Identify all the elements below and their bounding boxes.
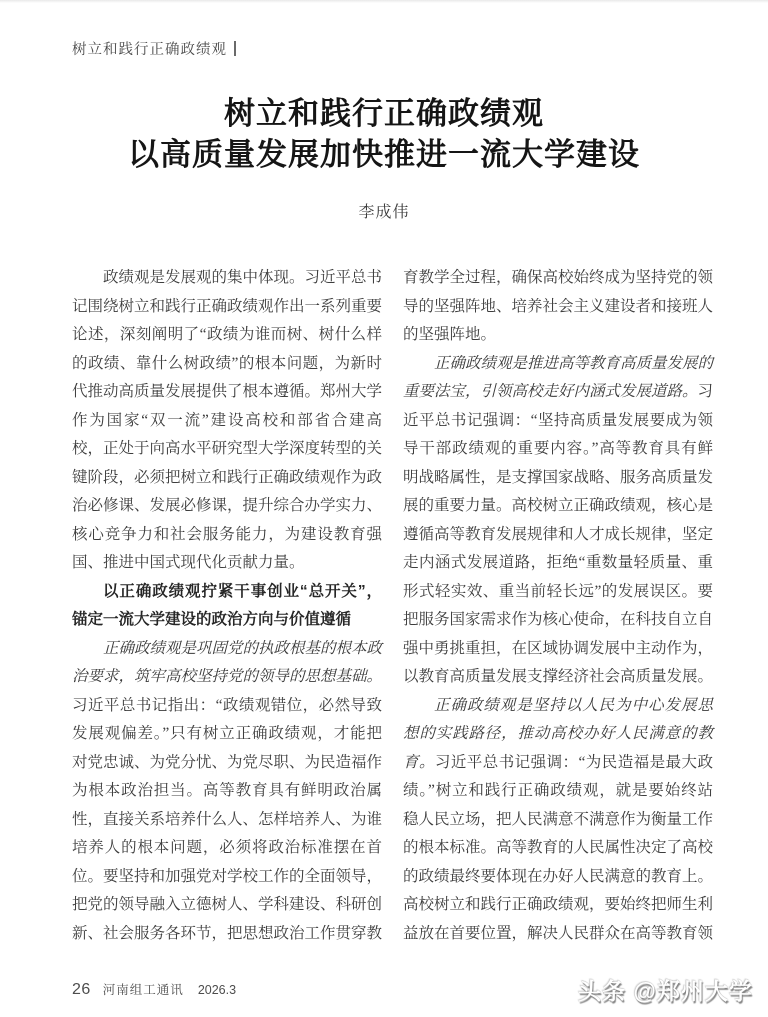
article-column-right [403, 264, 713, 948]
text-line: 位。要坚持和加强党对学校工作的全面领导， [72, 867, 383, 885]
text-line: 锚定一流大学建设的政治方向与价值遵循 [72, 611, 352, 628]
page-footer [72, 980, 236, 999]
text-line: 育教学全过程，确保高校始终成为坚持党的领 [403, 269, 714, 286]
text-line: 国、推进中国式现代化贡献力量。 [72, 554, 305, 571]
section-header [72, 38, 236, 59]
text-line: 想的实践路径，推动高校办好人民满意的教 [403, 725, 713, 742]
article-title-line1: 树立和践行正确政绩观 [224, 96, 544, 131]
text-line [403, 378, 713, 407]
journal-issue: 2026.3 [197, 983, 237, 997]
text-line: 绩。”树立和践行正确政绩观，就是要始终站 [403, 782, 713, 799]
text-line: 益放在首要位置，解决人民群众在高等教育领 [403, 924, 714, 942]
text-line: 的政绩最终要体现在办好人民满意的教育上。 [403, 867, 714, 885]
text-line: 发展观偏差。”只有树立正确政绩观，才能把 [72, 725, 382, 742]
article-author: 李成伟 [358, 204, 410, 221]
text-line: 强中勇挑重担，在区域协调发展中主动作为， [403, 639, 714, 657]
text-line: 校，正处于向高水平研究型大学深度转型的关 [72, 440, 383, 457]
text-segment: 重要法宝，引领高校走好内涵式发展道路。 [403, 383, 698, 400]
text-line [403, 749, 713, 778]
section-label: 树立和践行正确政绩观 [72, 42, 227, 58]
article-body [72, 264, 713, 948]
text-line: 把服务国家需求作为核心使命，在科技自立自 [403, 611, 714, 628]
text-line: 记围绕树立和践行正确政绩观作出一系列重要 [72, 297, 383, 315]
text-line: 正确政绩观是坚持以人民为中心发展思 [434, 696, 713, 714]
toutiao-watermark: 头条 @郑州大学 [578, 978, 753, 1004]
text-segment: 习近平总书记强调：“为民造福是最大政 [434, 753, 713, 771]
text-line: 近平总书记强调：“坚持高质量发展要成为领 [403, 411, 713, 429]
text-line: 稳人民立场，把人民满意不满意作为衡量工作 [403, 810, 714, 828]
text-line: 的政绩、靠什么树政绩”的根本问题，为新时 [72, 354, 382, 372]
text-line: 为根本政治担当。高等教育具有鲜明政治属 [72, 782, 382, 799]
text-line: 性，直接关系培养什么人、怎样培养人、为谁 [72, 810, 383, 828]
page-top-edge [0, 0, 768, 3]
text-line: 代推动高质量发展提供了根本遵循。郑州大学 [72, 383, 383, 400]
text-segment: 育。 [403, 753, 435, 771]
text-line: 键阶段，必须把树立和践行正确政绩观作为政 [72, 468, 383, 486]
text-line: 的根本标准。高等教育的人民属性决定了高校 [403, 839, 714, 856]
text-line: 正确政绩观是巩固党的执政根基的根本政 [103, 639, 383, 657]
text-line: 政绩观是发展观的集中体现。习近平总书 [103, 269, 383, 286]
section-divider-icon [234, 41, 236, 56]
text-line: 形式轻实效、重当前轻长远”的发展误区。要 [403, 582, 713, 600]
journal-name: 河南组工通讯 [102, 983, 184, 997]
text-line: 走内涵式发展道路，拒绝“重数量轻质量、重 [403, 554, 713, 571]
text-line: 高校树立和践行正确政绩观，要始终把师生利 [403, 896, 714, 913]
text-line: 导干部政绩观的重要内容。”高等教育具有鲜 [403, 440, 713, 457]
text-line: 正确政绩观是推进高等教育高质量发展的 [434, 354, 714, 372]
text-line: 培养人的根本问题，必须将政治标准摆在首 [72, 839, 382, 856]
article-title [0, 93, 768, 175]
text-line: 核心竞争力和社会服务能力，为建设教育强 [72, 525, 382, 543]
text-line: 把党的领导融入立德树人、学科建设、科研创 [72, 896, 383, 913]
text-line: 的坚强阵地。 [403, 326, 497, 343]
article-column-left [72, 264, 382, 948]
text-line: 治要求，筑牢高校坚持党的领导的思想基础。 [72, 668, 383, 685]
text-line: 导的坚强阵地、培养社会主义建设者和接班人 [403, 297, 714, 315]
text-line: 以教育高质量发展支撑经济社会高质量发展。 [403, 668, 714, 685]
text-line: 对党忠诚、为党分忧、为党尽职、为民造福作 [72, 753, 383, 771]
text-line: 遵循高等教育发展规律和人才成长规律，坚定 [403, 525, 714, 543]
text-line: 明战略属性，是支撑国家战略、服务高质量发 [403, 468, 714, 486]
text-line: 展的重要力量。高校树立正确政绩观，核心是 [403, 497, 714, 514]
text-line: 论述，深刻阐明了“政绩为谁而树、树什么样 [72, 326, 382, 343]
article-title-line2: 以高质量发展加快推进一流大学建设 [128, 137, 640, 172]
page-number: 26 [72, 981, 91, 998]
text-line: 以正确政绩观拧紧干事创业“总开关”， [103, 582, 382, 600]
text-line: 作为国家“双一流”建设高校和部省合建高 [72, 411, 382, 429]
text-line: 治必修课、发展必修课，提升综合办学实力、 [72, 497, 383, 514]
text-segment: 习 [697, 383, 714, 400]
text-line: 习近平总书记指出：“政绩观错位，必然导致 [72, 696, 382, 714]
text-line: 新、社会服务各环节，把思想政治工作贯穿教 [72, 924, 383, 942]
